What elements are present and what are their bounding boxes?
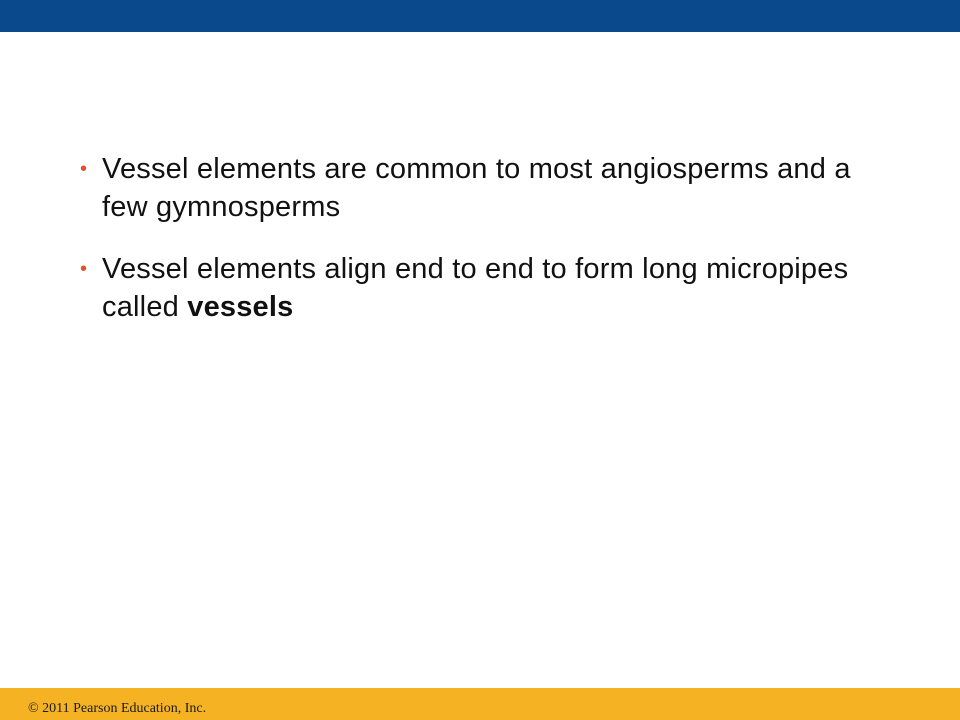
bullet-item-vessel-elements-common — [80, 150, 902, 226]
footer-bar — [0, 688, 960, 720]
bullet-marker: • — [80, 258, 88, 280]
bullet-text: Vessel elements align end to end to form long micropipes called — [102, 253, 849, 323]
bullet-text: Vessel elements are common to most angiosperms and a few gymnosperms — [102, 153, 851, 223]
bullet-item-vessel-elements-align — [80, 250, 902, 326]
bold-term-vessels: vessels — [187, 291, 294, 323]
header-bar — [0, 0, 960, 32]
copyright-notice: © 2011 Pearson Education, Inc. — [28, 701, 207, 716]
bullet-marker: • — [80, 158, 88, 180]
